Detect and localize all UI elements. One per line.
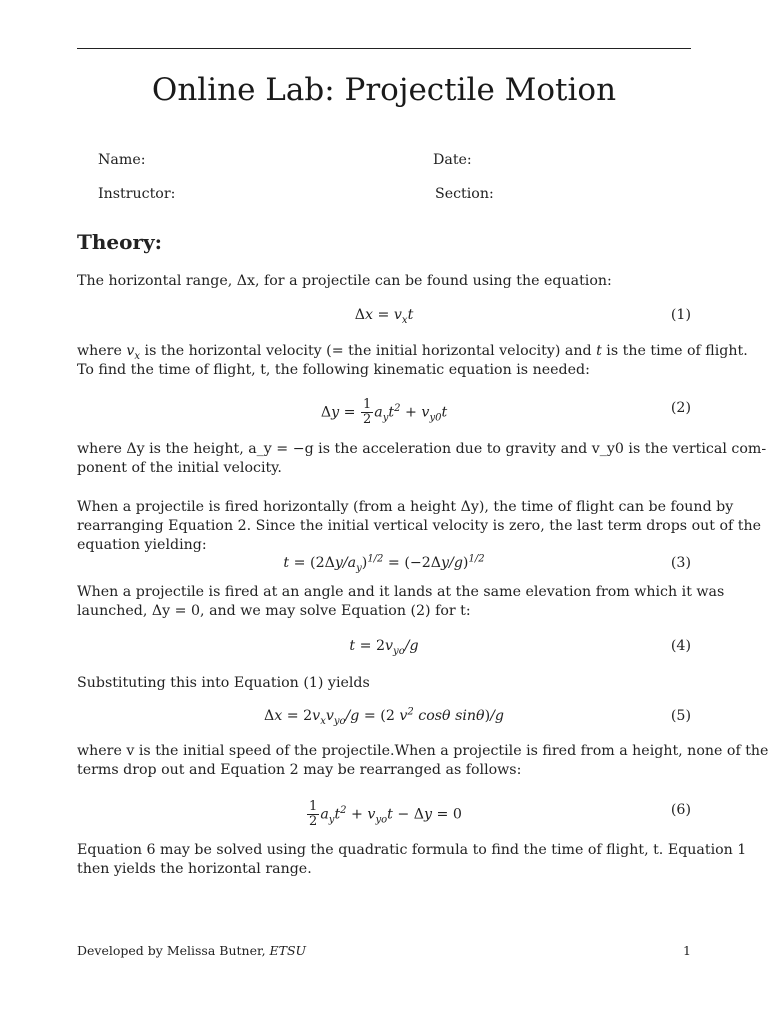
- equation-2-number: (2): [670, 400, 691, 416]
- page-number: 1: [683, 943, 691, 958]
- paragraph-2-line-1: where $v_x$ is the horizontal velocity (= the initial horizontal velocity) and t is the time of flight.: [77, 343, 748, 362]
- instructor-label: Instructor:: [98, 186, 176, 202]
- paragraph-5-line-2: launched, Δy = 0, and we may solve Equation (2) for t:: [77, 603, 471, 619]
- paragraph-8-line-2: then yields the horizontal range.: [77, 861, 312, 877]
- equation-5: [77, 708, 691, 732]
- paragraph-1: [77, 272, 691, 291]
- paragraph-5-line-1: When a projectile is fired at an angle and it lands at the same elevation from which it was: [77, 584, 725, 600]
- equation-3-math: $t = (2\Delta y/a_y)^{1/2} = (-2\Delta y/g)^{1/2}$: [283, 553, 485, 574]
- footer-institution: ETSU: [269, 943, 307, 958]
- equation-4-math: $t = 2v_{yo}/g$: [349, 638, 419, 657]
- equation-6-math: $\frac{1}{2}$ $a_yt^2 + v_{yo}t - \Delta y = 0$: [309, 799, 462, 829]
- paragraph-3: [77, 440, 767, 478]
- equation-6-number: (6): [670, 802, 691, 818]
- name-label: Name:: [98, 152, 146, 168]
- equation-5-math: $\Delta x = 2v_xv_{yo}/g = (2$ $v^2$ cosθ sinθ)/g: [263, 706, 505, 727]
- equation-3: [77, 555, 691, 579]
- equation-4-number: (4): [670, 638, 691, 654]
- equation-6: [77, 799, 691, 829]
- top-rule: [77, 48, 691, 49]
- paragraph-2-line-2: To find the time of flight, t, the following kinematic equation is needed:: [77, 362, 590, 378]
- paragraph-5: [77, 583, 725, 621]
- equation-2: [77, 397, 691, 427]
- paragraph-8: [77, 841, 747, 879]
- paragraph-4-line-1: When a projectile is fired horizontally (from a height Δy), the time of flight can be found by: [77, 499, 734, 515]
- paragraph-4: [77, 498, 762, 555]
- page-title: Online Lab: Projectile Motion: [151, 72, 617, 108]
- paragraph-7-line-1: where v is the initial speed of the projectile.When a projectile is fired from a height, none of the: [77, 743, 768, 759]
- equation-1-math: $\Delta x = v_xt$: [354, 307, 414, 326]
- equation-4: [77, 638, 691, 662]
- paragraph-7: [77, 742, 768, 780]
- footer-credit: Developed by Melissa Butner, ETSU: [77, 943, 307, 958]
- section-label: Section:: [435, 186, 494, 202]
- paragraph-1-text: The horizontal range, Δx, for a projectile can be found using the equation:: [77, 273, 612, 289]
- equation-3-number: (3): [670, 555, 691, 571]
- paragraph-4-line-3: equation yielding:: [77, 537, 207, 553]
- paragraph-6-text: Substituting this into Equation (1) yields: [77, 675, 370, 691]
- equation-2-math: Δy = $\frac{1}{2}$ $a_yt^2 + v_{y0}t$: [320, 397, 448, 427]
- date-label: Date:: [433, 152, 472, 168]
- equation-1: [77, 307, 691, 331]
- equation-1-number: (1): [670, 307, 691, 323]
- equation-5-number: (5): [670, 708, 691, 724]
- paragraph-2: [77, 342, 748, 380]
- paragraph-7-line-2: terms drop out and Equation 2 may be rearranged as follows:: [77, 762, 522, 778]
- paragraph-6: [77, 674, 691, 693]
- paragraph-8-line-1: Equation 6 may be solved using the quadratic formula to find the time of flight, t. Equation 1: [77, 842, 747, 858]
- paragraph-3-line-2: ponent of the initial velocity.: [77, 460, 282, 476]
- section-heading: Theory:: [77, 230, 163, 254]
- paragraph-3-line-1: where Δy is the height, a_y = −g is the acceleration due to gravity and v_y0 is the vertical com-: [77, 441, 767, 457]
- paragraph-4-line-2: rearranging Equation 2. Since the initial vertical velocity is zero, the last term drops out of the: [77, 518, 762, 534]
